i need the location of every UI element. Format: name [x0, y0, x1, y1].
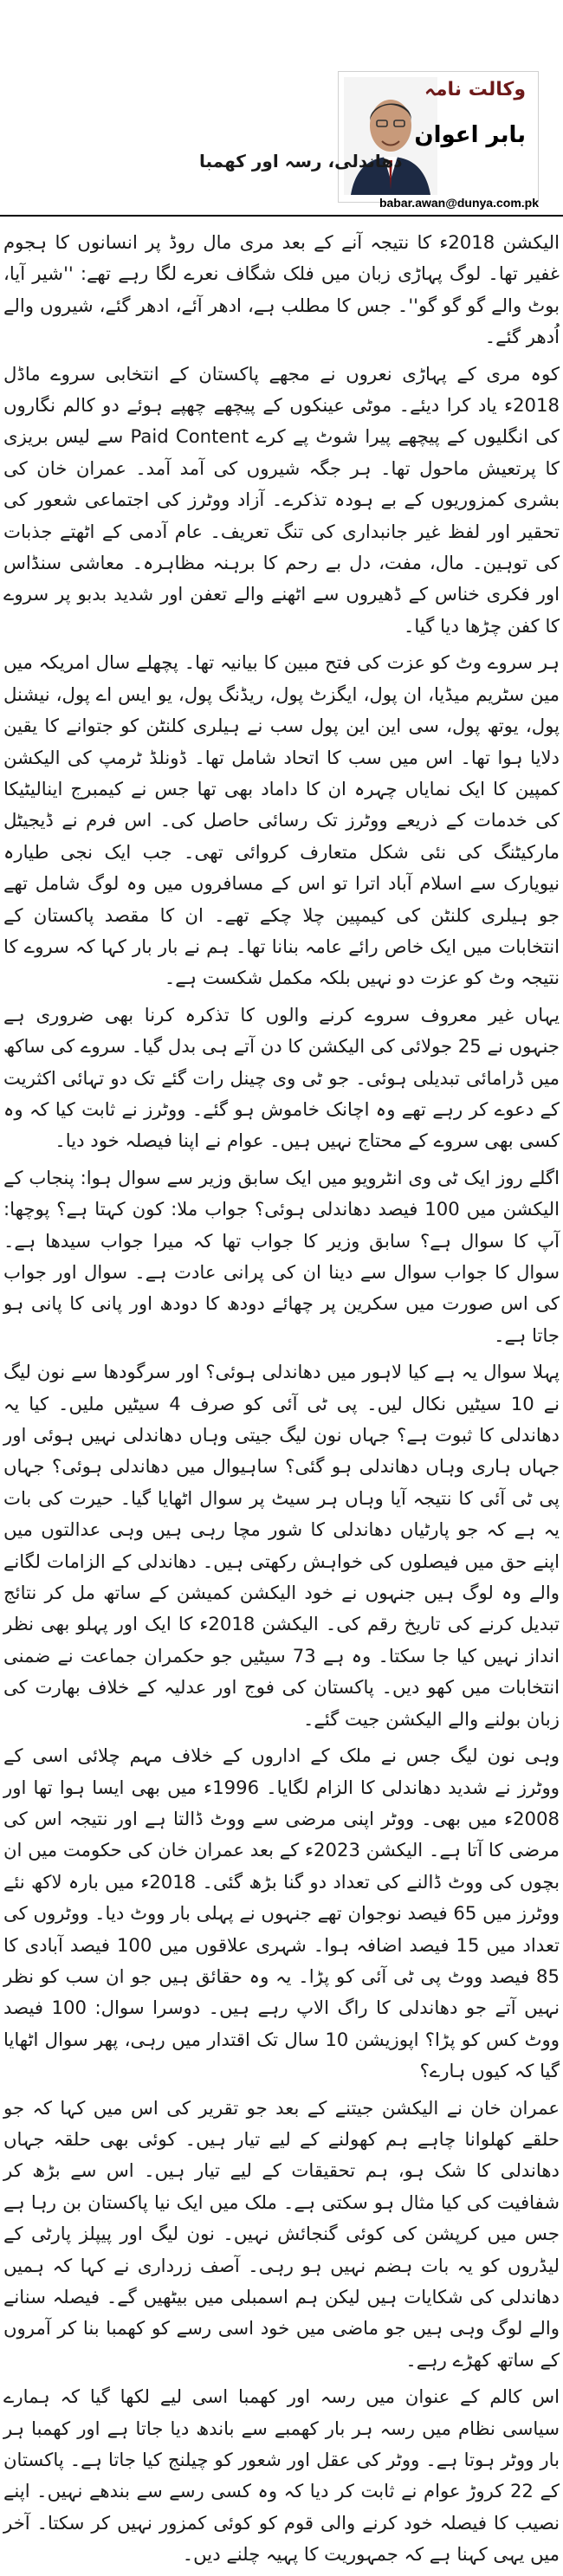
author-email[interactable]: babar.awan@dunya.com.pk [379, 196, 539, 210]
article-title: دھاندلی، رسہ اور کھمبا [199, 151, 403, 172]
article-paragraph: اس کالم کے عنوان میں رسہ اور کھمبا اسی لیے لکھا گیا کہ ہمارے سیاسی نظام میں رسہ ہر بار کھمبے سے باندھ دیا جاتا ہے اور کھمبا ہر بار ووٹر ہوتا ہے۔ ووٹر کی عقل اور شعور کو چیلنج کیا جاتا ہے۔ پاکستان کے 22 کروڑ عوام نے ثابت کر دیا کہ وہ کسی رسے سے بندھے نہیں۔ اپنے نصیب کا فیصلہ خود کرنے والی قوم کو کوئی کمزور نہیں کر سکتا۔ آخر میں یہی کہنا ہے کہ جمہوریت کا پہیہ چلنے دیں۔ [3, 2385, 560, 2566]
article-body [3, 227, 560, 2576]
article-paragraph: کوہ مری کے پہاڑی نعروں نے مجھے پاکستان کے انتخابی سروے ماڈل 2018ء یاد کرا دیئے۔ موٹی عینکوں کے پیچھے چھپے ہوئے دو کالم نگاروں کی انگلیوں کے پیچھے پیرا شوٹ پے کرے Paid Content سے لیس بریزی کا پرتعیش ماحول تھا۔ ہر جگہ شیروں کی آمد آمد۔ عمران خان کی بشری کمزوریوں کے بے ہودہ تذکرے۔ آزاد ووٹرز کی اجتماعی شعور کی تحقیر اور لفظ غیر جانبداری کی تنگ تعریف۔ عام آدمی کے اٹھتے جذبات کی توہین۔ مال، مفت، دل بے رحم کا برہنہ مظاہرہ۔ معاشی سنڈاس اور فکری خناس کے ڈھیروں سے اٹھنے والے تعفن اور شدید بدبو پر سروے کا کفن چڑھا دیا گیا۔ [3, 362, 560, 637]
column-header [0, 71, 563, 210]
byline-box [338, 71, 539, 203]
article-paragraph: اگلے روز ایک ٹی وی انٹرویو میں ایک سابق وزیر سے سوال ہوا: پنجاب کے الیکشن میں 100 فیصد دھاندلی ہوئی؟ جواب ملا: کون کہتا ہے؟ پوچھا: آپ کا سوال ہے؟ سابق وزیر کا جواب تھا کہ میرا جواب سیدھا ہے۔ سوال کا جواب سوال سے دینا ان کی پرانی عادت ہے۔ سوال اور جواب کی اس صورت میں سکرین پر چھائے دودھ کا دودھ اور پانی کا پانی ہو جاتا ہے۔ [3, 1166, 560, 1346]
author-name: بابر اعوان [414, 122, 526, 148]
article-paragraph: عمران خان نے الیکشن جیتنے کے بعد جو تقریر کی اس میں کہا کہ جو حلقے کھلوانا چاہے ہم کھولنے کے لیے تیار ہیں۔ کوئی بھی حلقہ جہاں دھاندلی کا شک ہو، ہم تحقیقات کے لیے تیار ہیں۔ اس سے بڑھ کر شفافیت کی کیا مثال ہو سکتی ہے۔ ملک میں ایک نیا پاکستان بن رہا ہے جس میں کرپشن کی کوئی گنجائش نہیں۔ نون لیگ اور پیپلز پارٹی کے لیڈروں کو یہ بات ہضم نہیں ہو رہی۔ آصف زرداری نے کہا کہ ہمیں دھاندلی کی شکایات ہیں لیکن ہم اسمبلی میں بیٹھیں گے۔ فیصلہ سنانے والے لوگ وہی ہیں جو ماضی میں خود اسی رسے کو کھمبا بنا کر آمروں کے ساتھ کھڑے رہے۔ [3, 2096, 560, 2371]
article-paragraph: وہی نون لیگ جس نے ملک کے اداروں کے خلاف مہم چلائی اسی کے ووٹرز نے شدید دھاندلی کا الزام لگایا۔ 1996ء میں بھی ایسا ہوا تھا اور 2008ء میں بھی۔ ووٹر اپنی مرضی سے ووٹ ڈالتا ہے اور نتیجہ اس کی مرضی کا آتا ہے۔ الیکشن 2023ء کے بعد عمران خان کی حکومت میں ان بچوں کی ووٹ ڈالنے کی تعداد دو گنا بڑھ گئی۔ 2018ء میں بارہ لاکھ نئے ووٹرز میں 65 فیصد نوجوان تھے جنہوں نے پہلی بار ووٹ دیا۔ ووٹروں کی تعداد میں 15 فیصد اضافہ ہوا۔ شہری علاقوں میں 100 فیصد آبادی کا 85 فیصد ووٹ پی ٹی آئی کو پڑا۔ یہ وہ حقائق ہیں جو ان سب کو نظر نہیں آتے جو دھاندلی کا راگ الاپ رہے ہیں۔ دوسرا سوال: 100 فیصد ووٹ کس کو پڑا؟ اپوزیشن 10 سال تک اقتدار میں رہی، پھر سوال اٹھایا گیا کہ کیوں ہارے؟ [3, 1744, 560, 2082]
masthead: وکالت نامہ [424, 79, 526, 100]
article-paragraph: یہاں غیر معروف سروے کرنے والوں کا تذکرہ کرنا بھی ضروری ہے جنہوں نے 25 جولائی کی الیکشن کا دن آتے ہی بدل گیا۔ سروے کی ساکھ میں ڈرامائی تبدیلی ہوئی۔ جو ٹی وی چینل رات گئے تک دو تہائی اکثریت کے دعوے کر رہے تھے وہ اچانک خاموش ہو گئے۔ ووٹرز نے ثابت کیا کہ وہ کسی بھی سروے کے محتاج نہیں ہیں۔ عوام نے اپنا فیصلہ خود دیا۔ [3, 1003, 560, 1152]
article-paragraph: ہر سروے وٹ کو عزت کی فتح مبین کا بیانیہ تھا۔ پچھلے سال امریکہ میں مین سٹریم میڈیا، ان پول، ایگزٹ پول، ریڈنگ پول، یو ایس اے پول، نیشنل پول، یوتھ پول، سی این این پول سب نے ہیلری کلنٹن کو جتوانے کا یقین دلایا ہوا تھا۔ اس میں سب کا اتحاد شامل تھا۔ ڈونلڈ ٹرمپ کی الیکشن کمپین کا ایک نمایاں چہرہ ان کا داماد بھی تھا جس نے کیمبرج اینالیٹیکا کی خدمات کے ذریعے ووٹرز تک رسائی حاصل کی۔ اس فرم نے ڈیجیٹل مارکیٹنگ کی نئی شکل متعارف کروائی تھی۔ جب ایک نجی طیارہ نیویارک سے اسلام آباد اترا تو اس کے مسافروں میں وہ لوگ شامل تھے جو ہیلری کلنٹن کی کیمپین چلا چکے تھے۔ ان کا مقصد پاکستان کے انتخابات میں ایک خاص رائے عامہ بنانا تھا۔ ہم نے بار بار کہا کہ سروے کا نتیجہ وٹ کو عزت دو نہیں بلکہ مکمل شکست ہے۔ [3, 651, 560, 989]
article-paragraph: الیکشن 2018ء کا نتیجہ آنے کے بعد مری مال روڈ پر انسانوں کا ہجوم غفیر تھا۔ لوگ پہاڑی زبان میں فلک شگاف نعرے لگا رہے تھے: ''شیر آیا، بوٹ والے گو گو گو''۔ جس کا مطلب ہے، ادھر آئے، ادھر گئے، شیروں والے اُدھر گئے۔ [3, 231, 560, 348]
article-paragraph: پہلا سوال یہ ہے کیا لاہور میں دھاندلی ہوئی؟ اور سرگودھا سے نون لیگ نے 10 سیٹیں نکال لیں۔ پی ٹی آئی کو صرف 4 سیٹیں ملیں۔ کیا یہ دھاندلی کا ثبوت ہے؟ جہاں نون لیگ جیتی وہاں دھاندلی نہیں ہوئی اور جہاں ہاری وہاں دھاندلی ہو گئی؟ ساہیوال میں دھاندلی ہوئی؟ جہاں پی ٹی آئی کا نتیجہ آیا وہاں ہر سیٹ پر سوال اٹھایا گیا۔ حیرت کی بات یہ ہے کہ جو پارٹیاں دھاندلی کا شور مچا رہی ہیں وہی عدالتوں میں اپنے حق میں فیصلوں کی خواہش رکھتی ہیں۔ دھاندلی کے الزامات لگانے والے وہ لوگ ہیں جنہوں نے خود الیکشن کمیشن کے ساتھ مل کر نتائج تبدیل کرنے کی تاریخ رقم کی۔ الیکشن 2018ء کا ایک اور پہلو بھی نظر انداز نہیں کیا جا سکتا۔ وہ ہے 73 سیٹیں جو حکمران جماعت نے ضمنی انتخابات میں کھو دیں۔ پاکستان کی فوج اور عدلیہ کے خلاف بھارت کی زبان بولنے والے الیکشن جیت گئے۔ [3, 1361, 560, 1730]
header-divider [0, 215, 563, 217]
